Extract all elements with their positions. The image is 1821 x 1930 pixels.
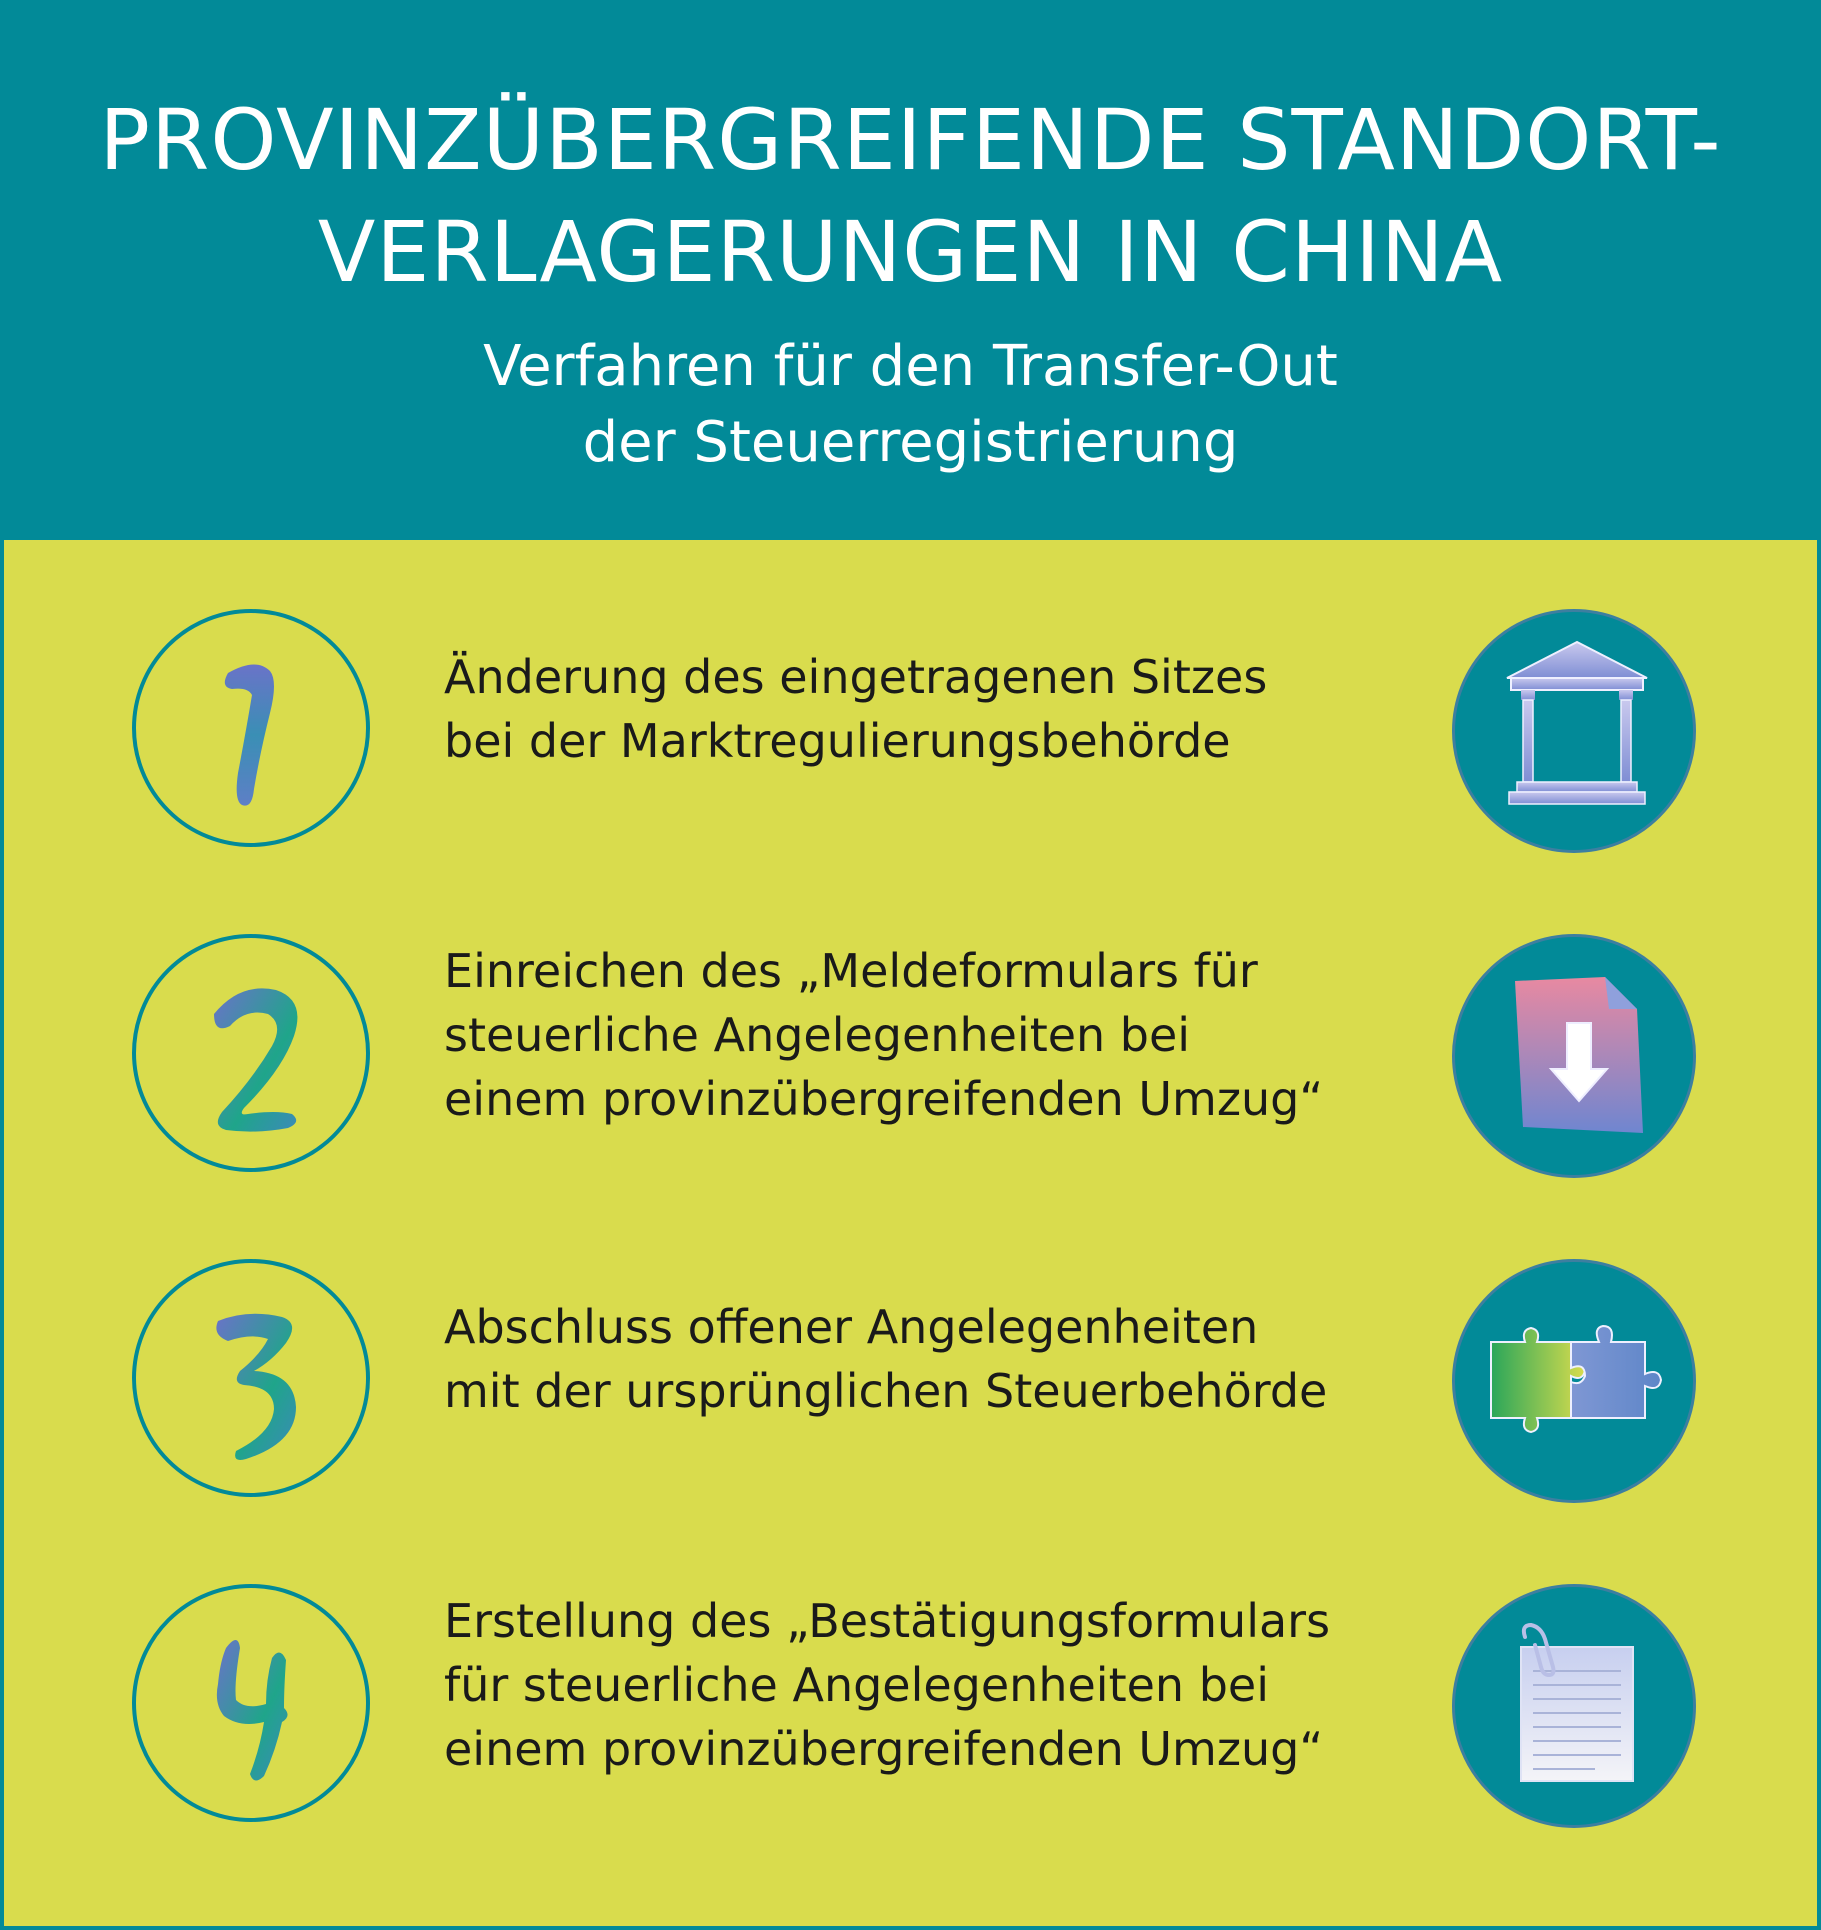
step-line: mit der ursprünglichen Steuerbehörde [444, 1364, 1328, 1418]
title-line-1: PROVINZÜBERGREIFENDE STANDORT- [99, 91, 1722, 189]
step-line: Erstellung des „Bestätigungsformulars [444, 1594, 1331, 1648]
title-line-2: VERLAGERUNGEN IN CHINA [317, 203, 1504, 301]
clipped-document-icon [1455, 1587, 1699, 1831]
step-line: steuerliche Angelegenheiten bei [444, 1008, 1191, 1062]
numeral-one-icon [136, 613, 374, 851]
numeral-four-icon [136, 1588, 374, 1826]
puzzle-icon [1455, 1262, 1699, 1506]
step-number-circle [132, 934, 370, 1172]
step-line: Abschluss offener Angelegenheiten [444, 1300, 1259, 1354]
step-line: für steuerliche Angelegenheiten bei [444, 1658, 1269, 1712]
step-line: einem provinzübergreifenden Umzug“ [444, 1722, 1324, 1776]
page-title [4, 84, 1817, 308]
step-line: Änderung des eingetragenen Sitzes [444, 650, 1268, 704]
numeral-two-icon [136, 938, 374, 1176]
step-number-circle [132, 1584, 370, 1822]
document-download-icon [1455, 937, 1699, 1181]
subtitle-line-1: Verfahren für den Transfer-Out [483, 334, 1338, 399]
step-description [444, 939, 1444, 1131]
header-banner [4, 4, 1817, 540]
step-number-circle [132, 609, 370, 847]
page-subtitle [4, 329, 1817, 481]
step-description [444, 645, 1444, 773]
step-line: einem provinzübergreifenden Umzug“ [444, 1072, 1324, 1126]
subtitle-line-2: der Steuerregistrierung [582, 410, 1239, 475]
step-description [444, 1295, 1444, 1423]
step-1 [4, 609, 1817, 857]
step-icon-circle [1452, 934, 1696, 1178]
step-3 [4, 1259, 1817, 1507]
step-icon-circle [1452, 1584, 1696, 1828]
building-icon [1455, 612, 1699, 856]
step-icon-circle [1452, 609, 1696, 853]
step-2 [4, 934, 1817, 1182]
step-icon-circle [1452, 1259, 1696, 1503]
step-4 [4, 1584, 1817, 1832]
step-number-circle [132, 1259, 370, 1497]
step-description [444, 1589, 1444, 1781]
step-line: bei der Marktregulierungsbehörde [444, 714, 1231, 768]
numeral-three-icon [136, 1263, 374, 1501]
step-line: Einreichen des „Meldeformulars für [444, 944, 1258, 998]
